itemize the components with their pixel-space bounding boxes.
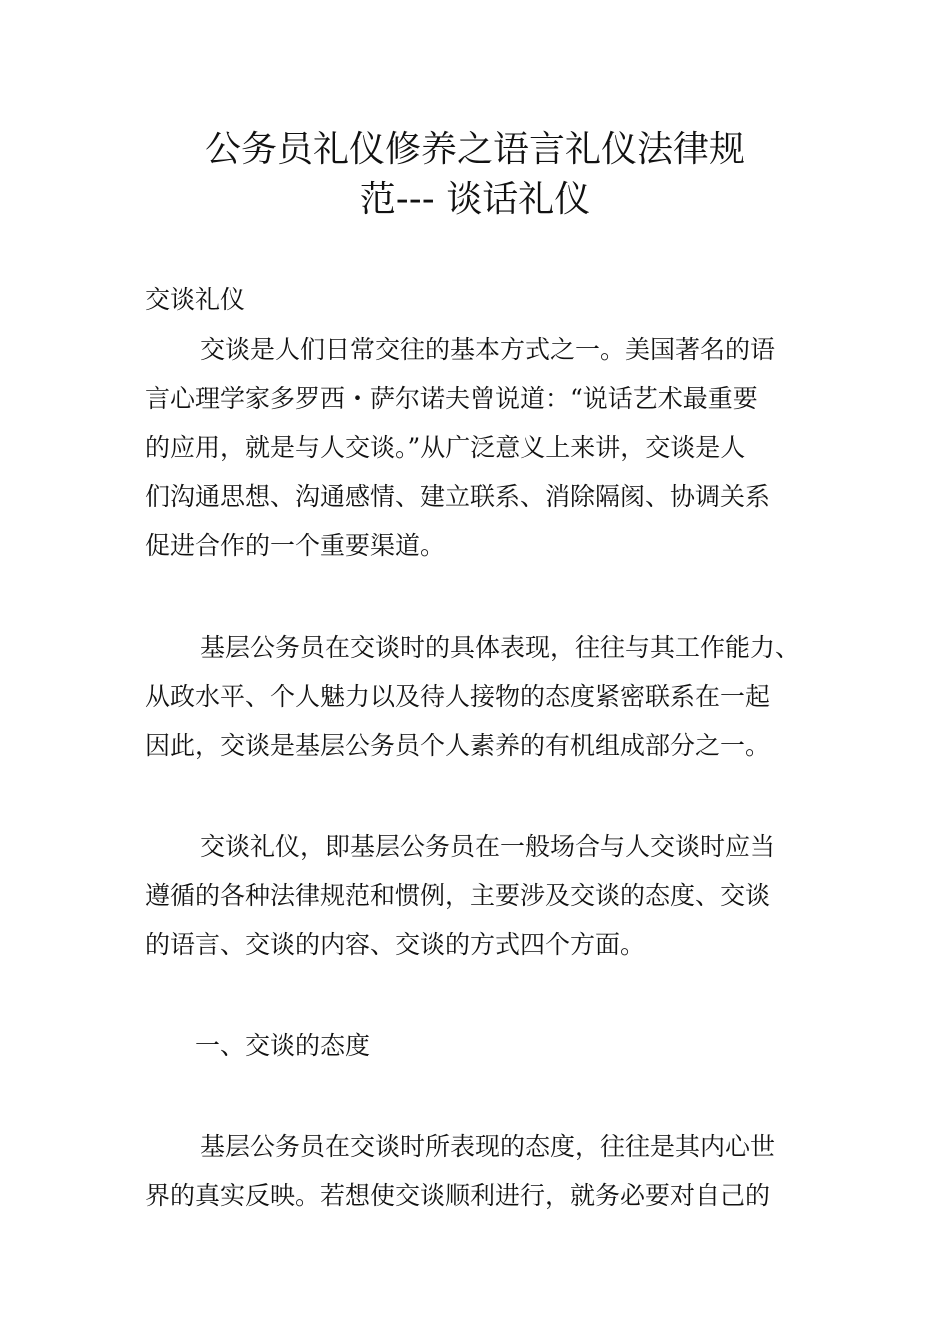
paragraph-line: 交谈礼仪，即基层公务员在一般场合与人交谈时应当 [200, 832, 776, 861]
section-heading: 交谈礼仪 [145, 285, 246, 314]
document-title-line-1: 公务员礼仪修养之语言礼仪法律规 [204, 129, 745, 170]
paragraph-line: 的语言、交谈的内容、交谈的方式四个方面。 [145, 930, 646, 959]
paragraph-line: 言心理学家多罗西・萨尔诺夫曾说道：“说话艺术最重要 [145, 384, 758, 413]
document-title-line-2: 范--- 谈话礼仪 [359, 179, 591, 220]
section-heading: 一、交谈的态度 [195, 1031, 371, 1060]
paragraph-line: 的应用，就是与人交谈。”从广泛意义上来讲，交谈是人 [145, 433, 746, 462]
paragraph-line: 从政水平、个人魅力以及待人接物的态度紧密联系在一起 [145, 682, 771, 711]
paragraph-line: 们沟通思想、沟通感情、建立联系、消除隔阂、协调关系 [145, 482, 771, 511]
paragraph-line: 基层公务员在交谈时的具体表现，往往与其工作能力、 [200, 633, 801, 662]
paragraph-line: 促进合作的一个重要渠道。 [145, 531, 446, 560]
paragraph-line: 基层公务员在交谈时所表现的态度，往往是其内心世 [200, 1132, 776, 1161]
paragraph-line: 因此，交谈是基层公务员个人素养的有机组成部分之一。 [145, 731, 771, 760]
paragraph-line: 交谈是人们日常交往的基本方式之一。美国著名的语 [200, 335, 776, 364]
paragraph-line: 遵循的各种法律规范和惯例，主要涉及交谈的态度、交谈 [145, 881, 771, 910]
paragraph-line: 界的真实反映。若想使交谈顺利进行，就务必要对自己的 [145, 1181, 771, 1210]
